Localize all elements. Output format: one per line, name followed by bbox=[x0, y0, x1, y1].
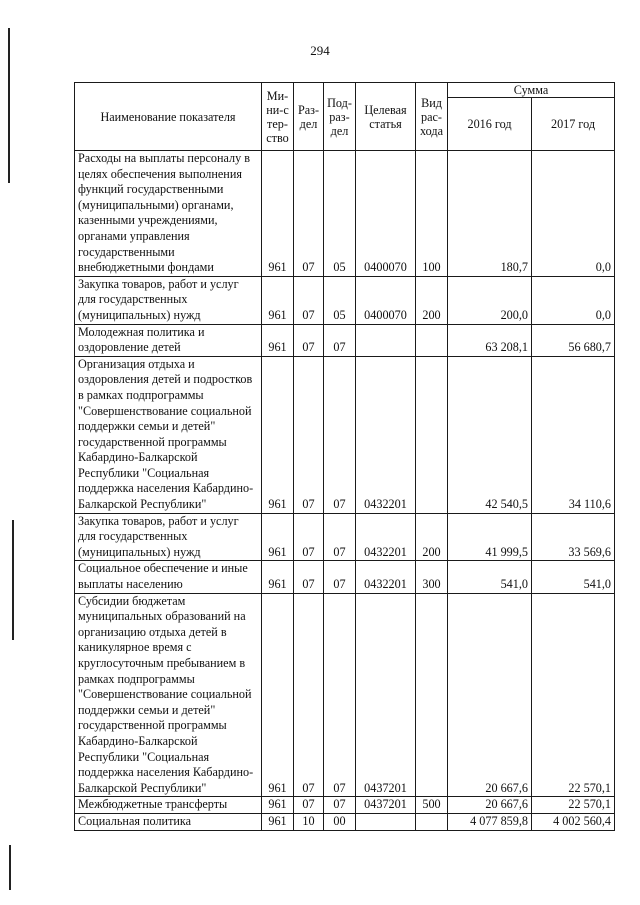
row-name: Закупка товаров, работ и услуг для государственных (муниципальных) нужд bbox=[75, 276, 262, 324]
row-expense-type: 200 bbox=[416, 513, 448, 561]
table-row bbox=[75, 151, 615, 277]
row-expense-type bbox=[416, 324, 448, 356]
row-sum-2017: 4 002 560,4 bbox=[532, 813, 615, 830]
row-name: Социальная политика bbox=[75, 813, 262, 830]
row-name: Организация отдыха и оздоровления детей и подростков в рамках подпрограммы "Совершенствование социальной поддержки семьи и детей" государственной программы Кабардино-Балкарской Республики "Социальная поддержка населения Кабардино-Балкарской Республики" bbox=[75, 356, 262, 513]
row-ministry: 961 bbox=[262, 513, 294, 561]
table-row bbox=[75, 513, 615, 561]
row-section: 07 bbox=[294, 356, 324, 513]
row-name: Субсидии бюджетам муниципальных образований на организацию отдыха детей в каникулярное время с круглосуточным пребыванием в рамках подпрограммы "Совершенствование социальной поддержки семьи и детей" государственной программы Кабардино-Балкарской Республики "Социальная поддержка населения Кабардино-Балкарской Республики" bbox=[75, 593, 262, 797]
row-name: Социальное обеспечение и иные выплаты населению bbox=[75, 561, 262, 593]
table-row bbox=[75, 324, 615, 356]
row-name: Межбюджетные трансферты bbox=[75, 797, 262, 814]
row-subsection: 07 bbox=[324, 356, 356, 513]
row-subsection: 07 bbox=[324, 797, 356, 814]
header-target: Целевая статья bbox=[356, 83, 416, 151]
row-sum-2016: 20 667,6 bbox=[448, 593, 532, 797]
header-section: Раз-дел bbox=[294, 83, 324, 151]
row-section: 07 bbox=[294, 513, 324, 561]
row-ministry: 961 bbox=[262, 356, 294, 513]
scan-edge-mark bbox=[12, 520, 14, 640]
row-sum-2016: 41 999,5 bbox=[448, 513, 532, 561]
row-sum-2016: 4 077 859,8 bbox=[448, 813, 532, 830]
header-subsection: Под-раз-дел bbox=[324, 83, 356, 151]
row-ministry: 961 bbox=[262, 797, 294, 814]
row-section: 07 bbox=[294, 593, 324, 797]
table-row bbox=[75, 797, 615, 814]
row-expense-type: 500 bbox=[416, 797, 448, 814]
row-subsection: 05 bbox=[324, 276, 356, 324]
row-subsection: 00 bbox=[324, 813, 356, 830]
row-sum-2017: 541,0 bbox=[532, 561, 615, 593]
row-expense-type: 200 bbox=[416, 276, 448, 324]
row-target: 0437201 bbox=[356, 593, 416, 797]
row-sum-2016: 63 208,1 bbox=[448, 324, 532, 356]
row-subsection: 07 bbox=[324, 593, 356, 797]
row-name: Закупка товаров, работ и услуг для государственных (муниципальных) нужд bbox=[75, 513, 262, 561]
table-row bbox=[75, 593, 615, 797]
row-section: 07 bbox=[294, 324, 324, 356]
row-sum-2017: 33 569,6 bbox=[532, 513, 615, 561]
row-section: 07 bbox=[294, 561, 324, 593]
header-name: Наименование показателя bbox=[75, 83, 262, 151]
row-sum-2017: 0,0 bbox=[532, 151, 615, 277]
page-number: 294 bbox=[310, 43, 330, 58]
row-sum-2016: 200,0 bbox=[448, 276, 532, 324]
row-ministry: 961 bbox=[262, 276, 294, 324]
row-sum-2017: 56 680,7 bbox=[532, 324, 615, 356]
row-target: 0432201 bbox=[356, 356, 416, 513]
row-subsection: 07 bbox=[324, 324, 356, 356]
row-subsection: 07 bbox=[324, 513, 356, 561]
row-target bbox=[356, 813, 416, 830]
row-ministry: 961 bbox=[262, 151, 294, 277]
row-section: 07 bbox=[294, 151, 324, 277]
row-name: Расходы на выплаты персоналу в целях обеспечения выполнения функций государственными (муниципальными) органами, казенными учреждениями, органами управления государственными внебюджетными фондами bbox=[75, 151, 262, 277]
header-2016: 2016 год bbox=[448, 98, 532, 151]
row-target bbox=[356, 324, 416, 356]
row-target: 0432201 bbox=[356, 513, 416, 561]
row-sum-2016: 42 540,5 bbox=[448, 356, 532, 513]
row-sum-2017: 0,0 bbox=[532, 276, 615, 324]
table-row bbox=[75, 276, 615, 324]
row-target: 0437201 bbox=[356, 797, 416, 814]
row-sum-2016: 20 667,6 bbox=[448, 797, 532, 814]
table-row bbox=[75, 561, 615, 593]
row-name: Молодежная политика и оздоровление детей bbox=[75, 324, 262, 356]
row-ministry: 961 bbox=[262, 813, 294, 830]
scan-edge-mark bbox=[9, 845, 11, 890]
row-section: 07 bbox=[294, 276, 324, 324]
header-expense-type: Вид рас-хода bbox=[416, 83, 448, 151]
row-sum-2017: 22 570,1 bbox=[532, 797, 615, 814]
row-target: 0400070 bbox=[356, 151, 416, 277]
row-expense-type bbox=[416, 593, 448, 797]
budget-table bbox=[74, 82, 615, 831]
row-sum-2016: 180,7 bbox=[448, 151, 532, 277]
header-sum: Сумма bbox=[448, 83, 615, 98]
row-sum-2017: 22 570,1 bbox=[532, 593, 615, 797]
header-2017: 2017 год bbox=[532, 98, 615, 151]
row-ministry: 961 bbox=[262, 324, 294, 356]
row-subsection: 05 bbox=[324, 151, 356, 277]
row-sum-2017: 34 110,6 bbox=[532, 356, 615, 513]
row-expense-type: 300 bbox=[416, 561, 448, 593]
header-ministry: Ми-ни-стер-ство bbox=[262, 83, 294, 151]
row-subsection: 07 bbox=[324, 561, 356, 593]
row-sum-2016: 541,0 bbox=[448, 561, 532, 593]
table-row bbox=[75, 813, 615, 830]
row-target: 0432201 bbox=[356, 561, 416, 593]
row-section: 10 bbox=[294, 813, 324, 830]
row-ministry: 961 bbox=[262, 593, 294, 797]
row-ministry: 961 bbox=[262, 561, 294, 593]
table-row bbox=[75, 356, 615, 513]
row-section: 07 bbox=[294, 797, 324, 814]
row-expense-type bbox=[416, 813, 448, 830]
row-expense-type: 100 bbox=[416, 151, 448, 277]
row-target: 0400070 bbox=[356, 276, 416, 324]
row-expense-type bbox=[416, 356, 448, 513]
